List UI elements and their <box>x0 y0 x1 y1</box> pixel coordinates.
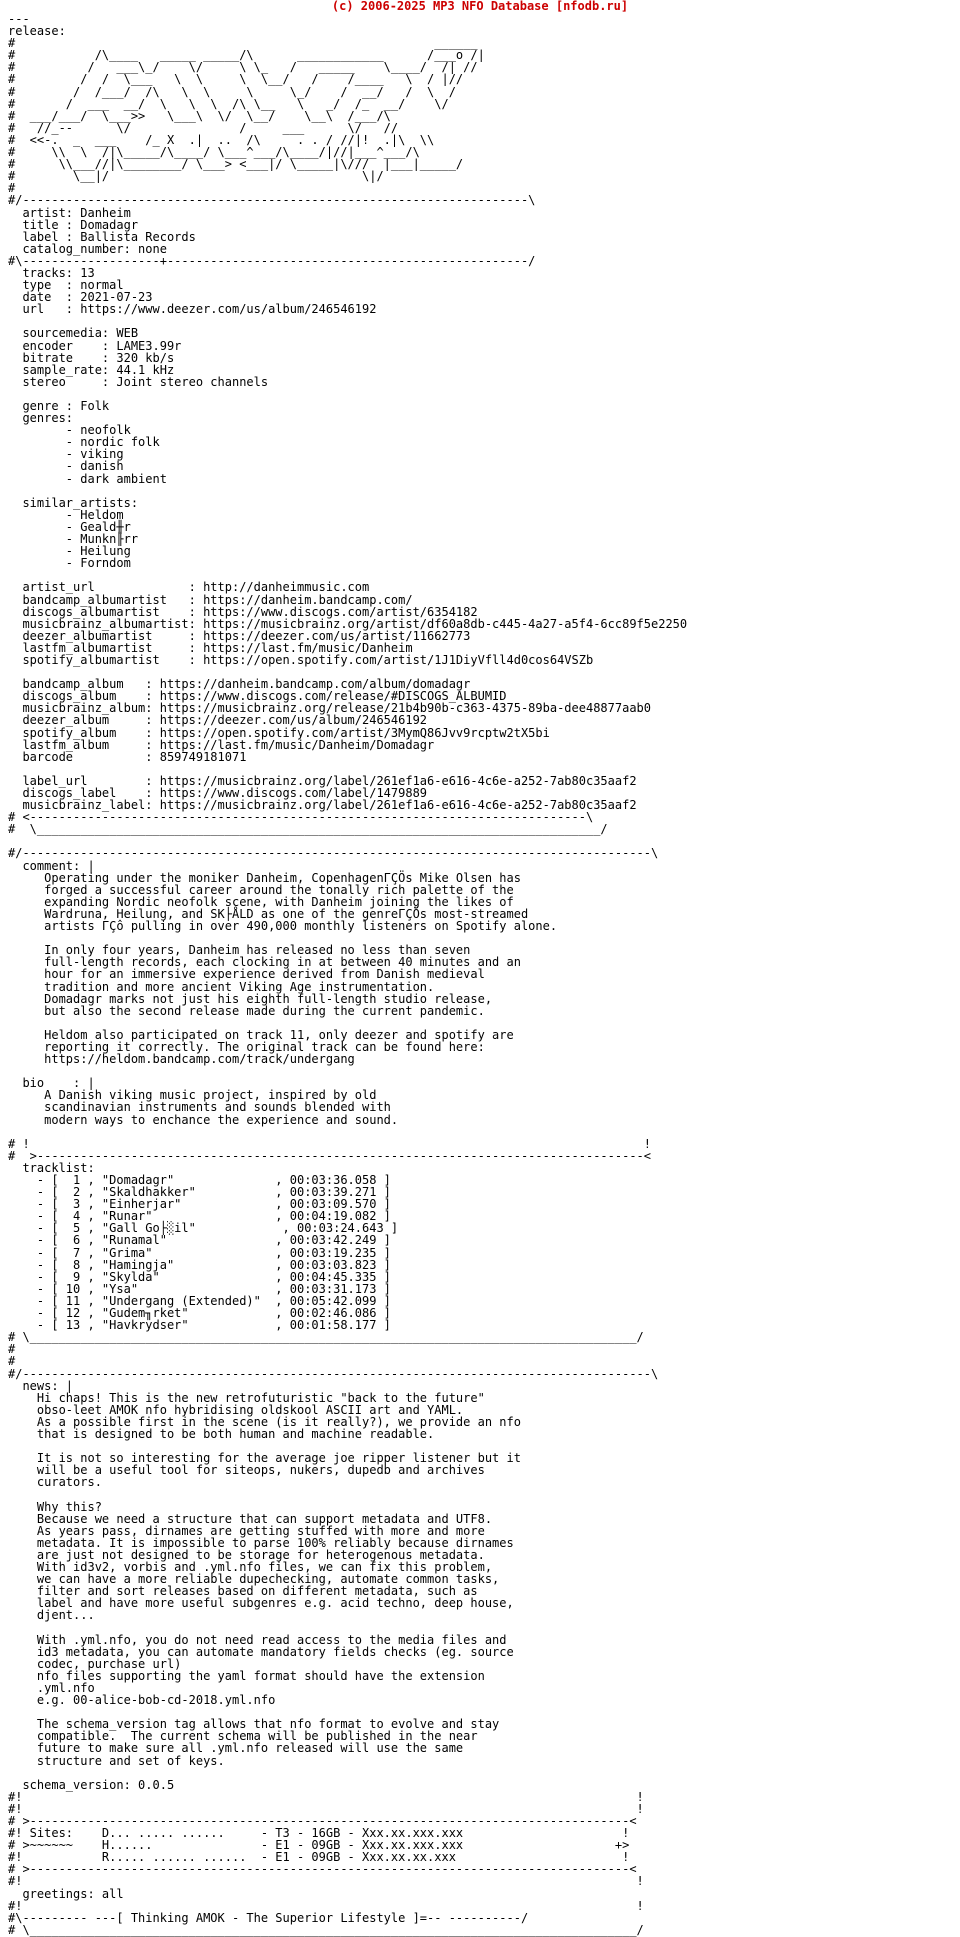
nfo-line: # \\ \ /|\_____/\____/ \___^___/\____/|//|___^___/\ <box>8 145 420 160</box>
nfo-line: # \____________________________________________________________________________________/ <box>8 1922 644 1937</box>
nfo-line: - Forndom <box>8 556 131 571</box>
nfo-line: Heldom also participated on track 11, only deezer and spotify are <box>8 1027 514 1042</box>
nfo-line: tracklist: <box>8 1160 95 1175</box>
nfo-line: #\-------------------+--------------------------------------------------/ <box>8 253 536 268</box>
nfo-line: stereo : Joint stereo channels <box>8 374 269 389</box>
nfo-line: full-length records, each clocking in at between 40 minutes and an <box>8 955 521 970</box>
nfo-line: artist_url : http://danheimmusic.com <box>8 580 370 595</box>
nfo-line: - neofolk <box>8 423 131 438</box>
nfo-line: will be a useful tool for siteops, nukers, dupedb and archives <box>8 1463 485 1478</box>
nfo-line: - Heldom <box>8 507 124 522</box>
nfo-line: # <box>8 1342 16 1357</box>
nfo-line: musicbrainz_label: https://musicbrainz.org/label/261ef1a6-e616-4c6e-a252-7ab80c35aaf2 <box>8 798 637 813</box>
nfo-line: # //_-- \/ / ___ \/ // <box>8 120 399 135</box>
nfo-line: barcode : 859749181071 <box>8 749 247 764</box>
nfo-line: codec, purchase url) <box>8 1656 182 1671</box>
nfo-line: As a possible first in the scene (is it really?), we provide an nfo <box>8 1414 521 1429</box>
nfo-line: discogs_album : https://www.discogs.com/release/#DISCOGS_ALBUMID <box>8 689 507 704</box>
nfo-line: id3 metadata, you can automate mandatory fields checks (eg. source <box>8 1644 514 1659</box>
nfo-line: expanding Nordic neofolk scene, with Danheim joining the likes of <box>8 894 514 909</box>
nfo-line: release: <box>8 24 66 39</box>
nfo-line: Wardruna, Heilung, and SK├ÅLD as one of the genreΓÇÖs most-streamed <box>8 906 529 921</box>
copyright-banner: (c) 2006-2025 MP3 NFO Database [nfodb.ru] <box>331 0 629 13</box>
nfo-line: # ___/___/ \___>> \___\ \/ \__/ \__\ /___/\ <box>8 108 391 123</box>
nfo-line: - [ 2 , "Skaldhakker" , 00:03:39.271 ] <box>8 1185 391 1200</box>
nfo-line: #/----------------------------------------------------------------------\ <box>8 193 536 208</box>
nfo-line: musicbrainz_album: https://musicbrainz.org/release/21b4b90b-c363-4375-89ba-dee48877aab0 <box>8 701 651 716</box>
nfo-line: - Geald╫r <box>8 519 131 534</box>
nfo-line: bitrate : 320 kb/s <box>8 350 175 365</box>
nfo-line: reporting it correctly. The original track can be found here: <box>8 1039 485 1054</box>
nfo-line: label_url : https://musicbrainz.org/label/261ef1a6-e616-4c6e-a252-7ab80c35aaf2 <box>8 773 637 788</box>
nfo-line: - [ 7 , "Grima" , 00:03:19.235 ] <box>8 1245 391 1260</box>
nfo-line: title : Domadagr <box>8 217 139 232</box>
nfo-line: tracks: 13 <box>8 265 95 280</box>
nfo-line: artists ΓÇô pulling in over 490,000 monthly listeners on Spotify alone. <box>8 919 558 934</box>
nfo-line: curators. <box>8 1475 102 1490</box>
nfo-line: genres: <box>8 411 74 426</box>
nfo-line: Operating under the moniker Danheim, CopenhagenΓÇÖs Mike Olsen has <box>8 870 521 885</box>
nfo-line: artist: Danheim <box>8 205 131 220</box>
nfo-line: lastfm_albumartist : https://last.fm/music/Danheim <box>8 640 413 655</box>
nfo-line: The schema_version tag allows that nfo format to evolve and stay <box>8 1717 500 1732</box>
nfo-line: # >~~~~~~ H...... - E1 - 09GB - Xxx.xx.xxx.xxx +> <box>8 1838 630 1853</box>
nfo-line: # \__|/ \|/ <box>8 169 384 184</box>
nfo-line: https://heldom.bandcamp.com/track/undergang <box>8 1052 355 1067</box>
nfo-line: scandinavian instruments and sounds blended with <box>8 1100 391 1115</box>
nfo-line: - [ 3 , "Einherjar" , 00:03:09.570 ] <box>8 1197 391 1212</box>
nfo-line: As years pass, dirnames are getting stuffed with more and more <box>8 1523 485 1538</box>
nfo-line: comment: | <box>8 858 95 873</box>
nfo-line: structure and set of keys. <box>8 1753 225 1768</box>
nfo-line: .yml.nfo <box>8 1680 95 1695</box>
nfo-line: bio : | <box>8 1076 95 1091</box>
nfo-line: # ______ <box>8 36 478 51</box>
nfo-line: modern ways to enchance the experience and sound. <box>8 1112 399 1127</box>
nfo-line: #! Sites: D... ..... ...... - T3 - 16GB - Xxx.xx.xxx.xxx ! <box>8 1826 630 1841</box>
nfo-line: # <-----------------------------------------------------------------------------\ <box>8 810 594 825</box>
nfo-line: discogs_albumartist : https://www.discogs.com/artist/6354182 <box>8 604 478 619</box>
nfo-line: we can have a more reliable dupechecking, automate common tasks, <box>8 1572 500 1587</box>
nfo-line: Domadagr marks not just his eighth full-length studio release, <box>8 991 493 1006</box>
nfo-line: sample_rate: 44.1 kHz <box>8 362 175 377</box>
nfo-line: #! ! <box>8 1874 644 1889</box>
nfo-line: - [ 10 , "Ysa" , 00:03:31.173 ] <box>8 1281 391 1296</box>
nfo-line: - [ 4 , "Runar" , 00:04:19.082 ] <box>8 1209 391 1224</box>
nfo-line: schema_version: 0.0.5 <box>8 1777 175 1792</box>
nfo-line: date : 2021-07-23 <box>8 290 153 305</box>
nfo-line: Why this? <box>8 1499 102 1514</box>
nfo-line: bandcamp_album : https://danheim.bandcamp.com/album/domadagr <box>8 677 471 692</box>
nfo-line: # ! ! <box>8 1136 651 1151</box>
nfo-line: - Heilung <box>8 544 131 559</box>
nfo-line: catalog_number: none <box>8 241 167 256</box>
nfo-line: --- <box>8 12 30 26</box>
nfo-line: spotify_album : https://open.spotify.com/artist/3MymQ86Jvv9rcptw2tX5bi <box>8 725 550 740</box>
nfo-line: - [ 9 , "Skylda" , 00:04:45.335 ] <box>8 1269 391 1284</box>
nfo-line: encoder : LAME3.99r <box>8 338 182 353</box>
nfo-line: # <box>8 1354 16 1369</box>
nfo-line: - Munkn╟rr <box>8 532 139 547</box>
nfo-line: - danish <box>8 459 124 474</box>
nfo-line: # <<-. _ ___ /_ X .| .. /\ . . / //|! .|\ \\ <box>8 132 435 147</box>
nfo-line: - dark ambient <box>8 471 167 486</box>
nfo-line: obso-leet AMOK nfo hybridising oldskool ASCII art and YAML. <box>8 1402 464 1417</box>
nfo-line: deezer_albumartist : https://deezer.com/us/artist/11662773 <box>8 628 471 643</box>
nfo-line: # / / \___ \ \ \ \__/ / /____ \ / |// <box>8 72 464 87</box>
nfo-line: - [ 11 , "Undergang (Extended)" , 00:05:42.099 ] <box>8 1293 391 1308</box>
nfo-line: compatible. The current schema will be published in the near <box>8 1729 478 1744</box>
nfo-line: deezer_album : https://deezer.com/us/album/246546192 <box>8 713 428 728</box>
nfo-line: #\--------- ---[ Thinking AMOK - The Superior Lifestyle ]=-- ----------/ <box>8 1910 529 1925</box>
nfo-line: - [ 5 , "Gall Go├░il" , 00:03:24.643 ] <box>8 1221 399 1236</box>
nfo-line: bandcamp_albumartist : https://danheim.bandcamp.com/ <box>8 592 413 607</box>
nfo-line: Because we need a structure that can support metadata and UTF8. <box>8 1511 493 1526</box>
nfo-line: In only four years, Danheim has released no less than seven <box>8 943 471 958</box>
nfo-line: #/---------------------------------------------------------------------------------------\ <box>8 1366 659 1381</box>
nfo-line: # \______________________________________________________________________________/ <box>8 822 608 837</box>
nfo-line: - [ 8 , "Hamingja" , 00:03:03.823 ] <box>8 1257 391 1272</box>
nfo-line: news: | <box>8 1378 74 1393</box>
nfo-line: - [ 13 , "Havkrydser" , 00:01:58.177 ] <box>8 1318 391 1333</box>
nfo-line: #! ! <box>8 1898 644 1913</box>
nfo-line: #! ! <box>8 1801 644 1816</box>
nfo-line: are just not designed to be storage for heterogenous metadata. <box>8 1547 485 1562</box>
nfo-line: - [ 12 , "Gudem╖rket" , 00:02:46.086 ] <box>8 1306 391 1321</box>
nfo-line: label and have more useful subgenres e.g. acid techno, deep house, <box>8 1596 514 1611</box>
nfo-line: greetings: all <box>8 1886 124 1901</box>
nfo-line: lastfm_album : https://last.fm/music/Danheim/Domadagr <box>8 737 435 752</box>
nfo-line: # /\____ _____ _____/\ ____________ /___o /| <box>8 48 485 63</box>
nfo-line: metadata. It is impossible to parse 100% reliably because dirnames <box>8 1535 514 1550</box>
nfo-line: With id3v2, vorbis and .yml.nfo files, we can fix this problem, <box>8 1560 493 1574</box>
nfo-line: hour for an immersive experience derived from Danish medieval <box>8 967 485 982</box>
nfo-line: filter and sort releases based on different metadata, such as <box>8 1584 478 1599</box>
nfo-line: similar_artists: <box>8 495 139 510</box>
nfo-line: musicbrainz_albumartist: https://musicbrainz.org/artist/df60a8db-c445-4a27-a5f4-6cc89f5e2250 <box>8 616 688 631</box>
nfo-line: It is not so interesting for the average joe ripper listener but it <box>8 1451 521 1466</box>
nfo-line: - [ 1 , "Domadagr" , 00:03:36.058 ] <box>8 1173 391 1187</box>
nfo-line: future to make sure all .yml.nfo released will use the same <box>8 1741 464 1756</box>
nfo-line: discogs_label : https://www.discogs.com/label/1479889 <box>8 786 428 800</box>
nfo-line: #! R..... ...... ...... - E1 - 09GB - Xxx.xx.xx.xxx ! <box>8 1850 630 1865</box>
nfo-line: # / ___ __/ \ \ \ /\ \__ \ _/ /_ __/ \/ <box>8 96 449 111</box>
nfo-line: #/---------------------------------------------------------------------------------------\ <box>8 846 659 861</box>
nfo-line: # \____________________________________________________________________________________/ <box>8 1330 644 1345</box>
nfo-line: Hi chaps! This is the new retrofuturistic "back to the future" <box>8 1390 485 1405</box>
nfo-line: - [ 6 , "Runamal" , 00:03:42.249 ] <box>8 1233 391 1248</box>
nfo-line: # / ___\_/ \/ \ \_ / _____ \____/ /| // <box>8 60 478 75</box>
nfo-line: # >-----------------------------------------------------------------------------------< <box>8 1813 637 1828</box>
nfo-line: # / /___/ /\ \ \ \ \_/ / __/ / \ / <box>8 84 456 99</box>
nfo-line: # \\___//|\________/ \___> <___|/ \_____|\/// |___|_____/ <box>8 157 464 172</box>
nfo-line: nfo files supporting the yaml format should have the extension <box>8 1668 485 1683</box>
nfo-line: - viking <box>8 447 124 462</box>
nfo-line: type : normal <box>8 278 124 293</box>
nfo-line: but also the second release made during the current pandemic. <box>8 1003 485 1018</box>
nfo-text <box>8 13 687 1936</box>
nfo-line: forged a successful career around the tonally rich palette of the <box>8 882 514 897</box>
nfo-line: # <box>8 181 16 196</box>
nfo-line: url : https://www.deezer.com/us/album/246546192 <box>8 302 377 317</box>
nfo-line: # >------------------------------------------------------------------------------------< <box>8 1148 651 1163</box>
nfo-line: tradition and more ancient Viking Age instrumentation. <box>8 979 435 994</box>
nfo-line: label : Ballista Records <box>8 229 196 244</box>
nfo-line: spotify_albumartist : https://open.spotify.com/artist/1J1DiyVfll4d0cos64VSZb <box>8 652 594 667</box>
nfo-line: djent... <box>8 1608 95 1623</box>
nfo-line: that is designed to be both human and machine readable. <box>8 1426 435 1441</box>
nfo-line: #! ! <box>8 1789 644 1804</box>
nfo-line: With .yml.nfo, you do not need read access to the media files and <box>8 1632 507 1647</box>
nfo-line: sourcemedia: WEB <box>8 326 139 341</box>
nfo-line: e.g. 00-alice-bob-cd-2018.yml.nfo <box>8 1693 276 1708</box>
nfo-line: # >-----------------------------------------------------------------------------------< <box>8 1862 637 1877</box>
nfo-line: genre : Folk <box>8 399 110 413</box>
nfo-line: A Danish viking music project, inspired by old <box>8 1088 377 1103</box>
nfo-line: - nordic folk <box>8 435 160 450</box>
